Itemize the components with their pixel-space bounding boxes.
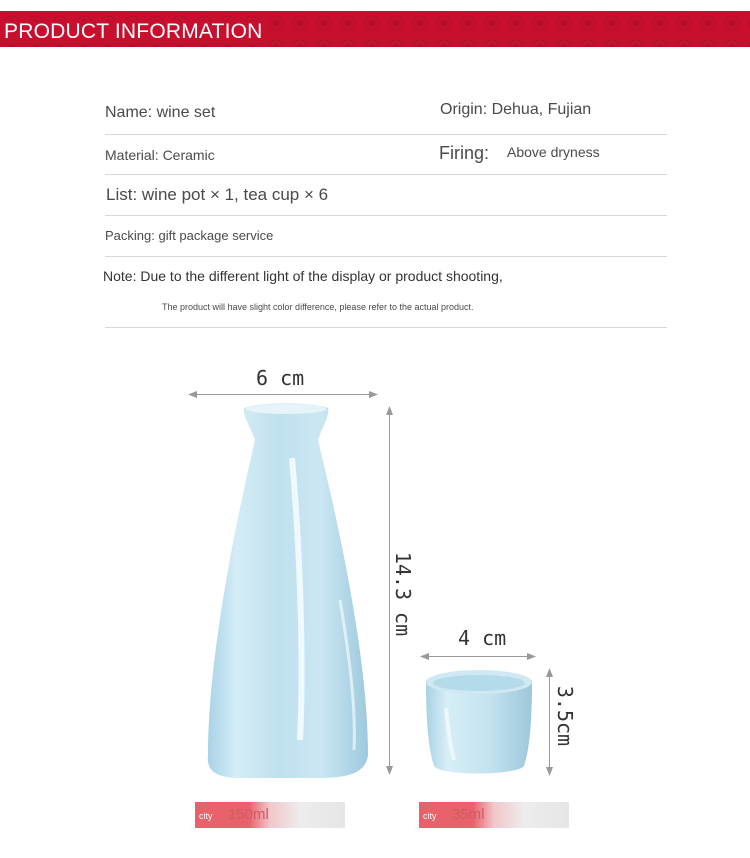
packing-field: Packing: gift package service bbox=[105, 228, 274, 243]
list-field: List: wine pot × 1, tea cup × 6 bbox=[106, 185, 329, 204]
origin-field: Origin: Dehua, Fujian bbox=[440, 101, 592, 118]
banner-title: PRODUCT INFORMATION bbox=[0, 21, 269, 43]
bottle-capacity-value: 150ml bbox=[228, 806, 269, 823]
material-field: Material: Ceramic bbox=[105, 147, 215, 163]
note-text: Note: Due to the different light of the display or product shooting, bbox=[103, 268, 503, 284]
info-row-note bbox=[105, 257, 667, 328]
bottle-width-arrowheads bbox=[188, 389, 378, 400]
bottle-height-label: 14.3 cm bbox=[391, 551, 415, 637]
info-row-2 bbox=[105, 135, 667, 175]
bottle-capacity-badge bbox=[195, 802, 345, 828]
cup-capacity-value: 35ml bbox=[452, 806, 485, 823]
header-banner bbox=[0, 11, 750, 47]
name-field: Name: wine set bbox=[105, 104, 216, 121]
note-detail-text: The product will have slight color difference, please refer to the actual product. bbox=[162, 302, 474, 312]
firing-label: Firing: bbox=[439, 143, 490, 163]
cup-width-label: 4 cm bbox=[458, 626, 507, 650]
info-row-3 bbox=[105, 175, 667, 216]
wine-bottle-image bbox=[200, 400, 372, 785]
tea-cup-image bbox=[420, 668, 538, 780]
capacity-label: city bbox=[423, 811, 437, 821]
info-row-4 bbox=[105, 216, 667, 257]
cup-width-arrowheads bbox=[420, 651, 536, 662]
cup-height-label: 3.5cm bbox=[553, 685, 577, 747]
cup-capacity-badge bbox=[419, 802, 569, 828]
firing-value: Above dryness bbox=[507, 144, 600, 160]
capacity-label: city bbox=[199, 811, 213, 821]
bottle-width-label: 6 cm bbox=[256, 366, 305, 390]
info-row-1 bbox=[105, 92, 667, 135]
